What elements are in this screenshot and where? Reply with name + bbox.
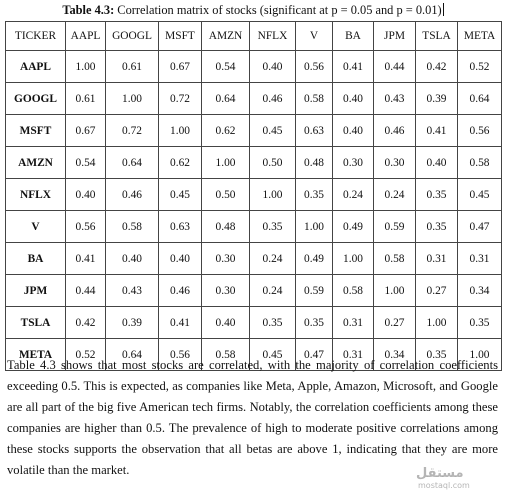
table-cell: 0.45	[159, 179, 202, 211]
table-cell: 1.00	[202, 147, 250, 179]
table-cell: 0.31	[333, 307, 374, 339]
row-header-amzn: AMZN	[6, 147, 66, 179]
table-cell: 0.40	[202, 307, 250, 339]
row-header-jpm: JPM	[6, 275, 66, 307]
table-cell: 0.67	[66, 115, 106, 147]
table-cell: 0.58	[296, 83, 333, 115]
table-cell: 1.00	[159, 115, 202, 147]
table-row	[6, 275, 502, 307]
table-cell: 0.64	[458, 83, 502, 115]
correlation-table	[5, 21, 502, 371]
table-cell: 0.64	[106, 147, 159, 179]
table-cell: 0.39	[416, 83, 458, 115]
table-cell: 0.40	[416, 147, 458, 179]
table-row	[6, 51, 502, 83]
table-cell: 0.59	[296, 275, 333, 307]
table-cell: 0.40	[250, 51, 296, 83]
table-cell: 0.40	[333, 115, 374, 147]
table-cell: 0.46	[250, 83, 296, 115]
table-cell: 0.35	[250, 211, 296, 243]
table-cell: 0.45	[250, 115, 296, 147]
row-header-ba: BA	[6, 243, 66, 275]
table-cell: 0.40	[159, 243, 202, 275]
table-cell: 0.48	[202, 211, 250, 243]
table-cell: 0.58	[458, 147, 502, 179]
table-cell: 0.27	[374, 307, 416, 339]
table-cell: 0.35	[416, 339, 458, 371]
table-cell: 0.41	[333, 51, 374, 83]
table-cell: 0.47	[296, 339, 333, 371]
table-cell: 0.41	[159, 307, 202, 339]
table-body	[6, 51, 502, 371]
table-cell: 0.44	[374, 51, 416, 83]
table-cell: 0.45	[458, 179, 502, 211]
table-cell: 0.41	[66, 243, 106, 275]
table-header-row	[6, 22, 502, 51]
table-cell: 0.31	[333, 339, 374, 371]
table-row	[6, 147, 502, 179]
table-cell: 0.35	[416, 179, 458, 211]
table-cell: 0.31	[416, 243, 458, 275]
table-cell: 0.46	[159, 275, 202, 307]
table-cell: 0.24	[250, 243, 296, 275]
table-cell: 0.63	[159, 211, 202, 243]
table-cell: 0.58	[374, 243, 416, 275]
row-header-aapl: AAPL	[6, 51, 66, 83]
table-cell: 0.40	[106, 243, 159, 275]
table-cell: 1.00	[374, 275, 416, 307]
column-header-meta: META	[458, 22, 502, 51]
table-caption-label: Table 4.3:	[62, 3, 115, 17]
table-cell: 0.30	[374, 147, 416, 179]
table-cell: 0.72	[106, 115, 159, 147]
row-header-v: V	[6, 211, 66, 243]
table-cell: 0.58	[202, 339, 250, 371]
column-header-amzn: AMZN	[202, 22, 250, 51]
table-cell: 1.00	[333, 243, 374, 275]
column-header-nflx: NFLX	[250, 22, 296, 51]
table-cell: 0.30	[202, 243, 250, 275]
table-cell: 1.00	[296, 211, 333, 243]
table-cell: 0.49	[296, 243, 333, 275]
column-header-aapl: AAPL	[66, 22, 106, 51]
table-cell: 0.35	[416, 211, 458, 243]
table-cell: 0.50	[250, 147, 296, 179]
table-cell: 0.40	[66, 179, 106, 211]
row-header-meta: META	[6, 339, 66, 371]
table-cell: 0.67	[159, 51, 202, 83]
table-cell: 0.61	[66, 83, 106, 115]
table-row	[6, 243, 502, 275]
table-cell: 0.54	[66, 147, 106, 179]
column-header-v: V	[296, 22, 333, 51]
table-cell: 0.24	[333, 179, 374, 211]
table-cell: 1.00	[250, 179, 296, 211]
table-cell: 0.50	[202, 179, 250, 211]
table-caption-text: Correlation matrix of stocks (significant at p = 0.05 and p = 0.01)	[114, 3, 442, 17]
column-header-msft: MSFT	[159, 22, 202, 51]
table-cell: 0.34	[458, 275, 502, 307]
table-cell: 0.48	[296, 147, 333, 179]
table-cell: 0.30	[333, 147, 374, 179]
table-cell: 1.00	[106, 83, 159, 115]
row-header-tsla: TSLA	[6, 307, 66, 339]
table-cell: 0.43	[374, 83, 416, 115]
table-cell: 0.39	[106, 307, 159, 339]
table-cell: 1.00	[416, 307, 458, 339]
table-cell: 0.31	[458, 243, 502, 275]
table-cell: 0.46	[374, 115, 416, 147]
table-cell: 0.44	[66, 275, 106, 307]
table-caption	[0, 2, 506, 18]
row-header-nflx: NFLX	[6, 179, 66, 211]
table-cell: 0.61	[106, 51, 159, 83]
table-cell: 0.64	[202, 83, 250, 115]
table-cell: 0.27	[416, 275, 458, 307]
table-cell: 0.43	[106, 275, 159, 307]
text-cursor	[443, 3, 444, 16]
table-cell: 0.64	[106, 339, 159, 371]
column-header-jpm: JPM	[374, 22, 416, 51]
table-cell: 0.52	[66, 339, 106, 371]
column-header-ba: BA	[333, 22, 374, 51]
table-row	[6, 179, 502, 211]
table-cell: 0.35	[296, 179, 333, 211]
table-cell: 0.42	[416, 51, 458, 83]
table-cell: 0.35	[296, 307, 333, 339]
table-cell: 0.63	[296, 115, 333, 147]
table-cell: 0.35	[458, 307, 502, 339]
watermark-main-text: مستقل	[416, 466, 464, 481]
table-cell: 0.24	[250, 275, 296, 307]
table-cell: 0.56	[296, 51, 333, 83]
table-cell: 0.72	[159, 83, 202, 115]
table-row	[6, 115, 502, 147]
table-cell: 0.56	[458, 115, 502, 147]
table-cell: 1.00	[458, 339, 502, 371]
table-cell: 1.00	[66, 51, 106, 83]
table-cell: 0.49	[333, 211, 374, 243]
table-cell: 0.62	[159, 147, 202, 179]
table-cell: 0.24	[374, 179, 416, 211]
table-cell: 0.56	[159, 339, 202, 371]
table-cell: 0.58	[333, 275, 374, 307]
watermark-sub-text: mostaql.com	[418, 481, 470, 490]
table-cell: 0.40	[333, 83, 374, 115]
table-cell: 0.45	[250, 339, 296, 371]
table-cell: 0.58	[106, 211, 159, 243]
table-cell: 0.47	[458, 211, 502, 243]
table-cell: 0.42	[66, 307, 106, 339]
table-row	[6, 211, 502, 243]
column-header-googl: GOOGL	[106, 22, 159, 51]
table-row	[6, 83, 502, 115]
row-header-googl: GOOGL	[6, 83, 66, 115]
table-cell: 0.34	[374, 339, 416, 371]
table-cell: 0.59	[374, 211, 416, 243]
table-cell: 0.46	[106, 179, 159, 211]
table-cell: 0.41	[416, 115, 458, 147]
row-header-msft: MSFT	[6, 115, 66, 147]
body-paragraph: Table 4.3 shows that most stocks are correlated, with the majority of correlation coefficients exceeding 0.5. This is expected, as companies like Meta, Apple, Amazon, Microsoft, and Google are all part of the big five American tech firms. Notably, the correlation coefficients among these companies are higher than 0.5. The prevalence of high to moderate positive correlations among these stocks supports the observation that all betas are above 1, indicating that they are more volatile than the market.	[7, 358, 498, 477]
column-header-tsla: TSLA	[416, 22, 458, 51]
table-cell: 0.52	[458, 51, 502, 83]
table-cell: 0.54	[202, 51, 250, 83]
column-header-ticker: TICKER	[6, 22, 66, 51]
table-cell: 0.62	[202, 115, 250, 147]
table-cell: 0.35	[250, 307, 296, 339]
table-cell: 0.56	[66, 211, 106, 243]
table-row	[6, 307, 502, 339]
table-cell: 0.30	[202, 275, 250, 307]
